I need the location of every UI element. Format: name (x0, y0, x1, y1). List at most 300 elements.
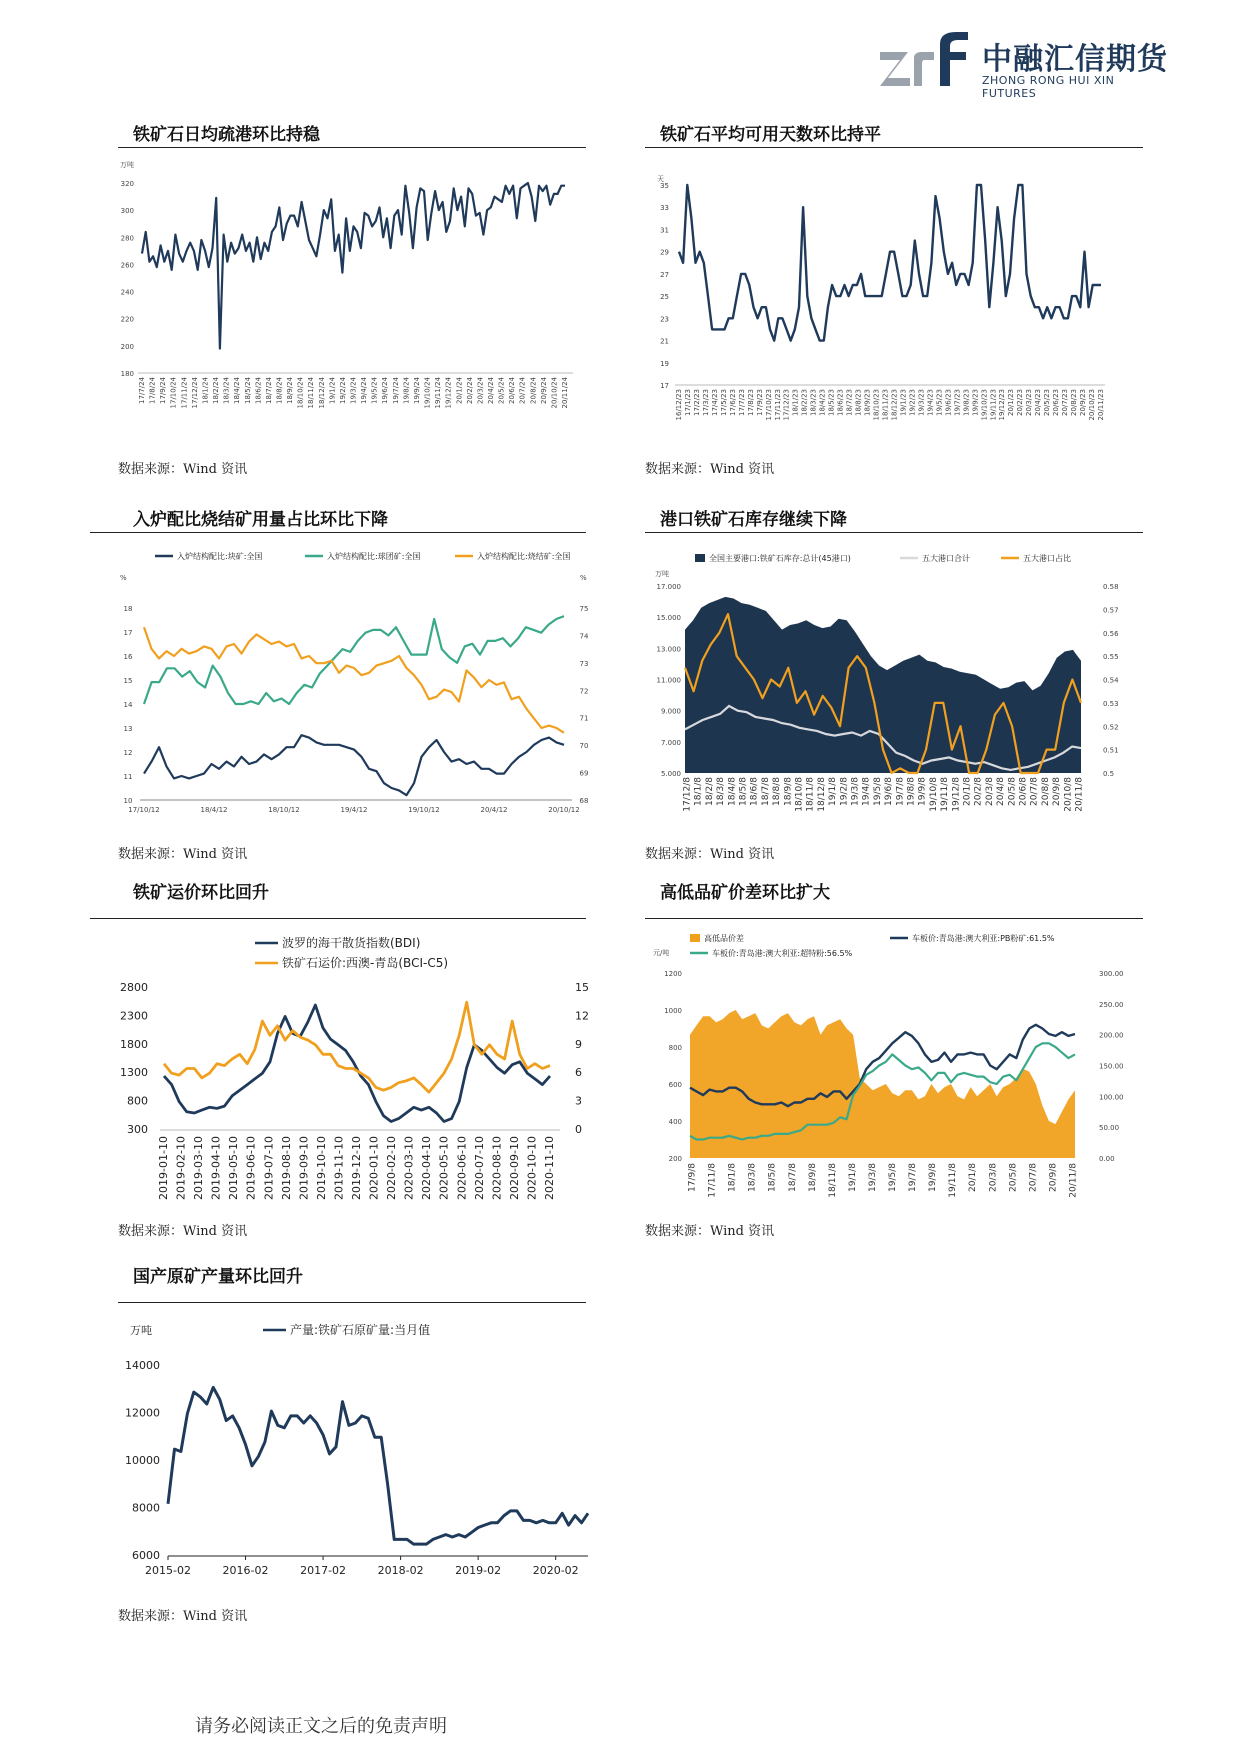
x-tick-label: 20/8/8 (1040, 777, 1051, 806)
x-tick-label: 17/12/8 (682, 777, 693, 812)
series-line (164, 1005, 550, 1122)
y-tick-label: 16 (123, 653, 133, 661)
x-tick-label: 18/4/24 (233, 377, 242, 404)
series-line (142, 183, 565, 349)
legend-label: 五大港口占比 (1023, 554, 1071, 563)
y-tick-label: 27 (660, 270, 669, 279)
brand-name-en: ZHONG RONG HUI XIN FUTURES (982, 74, 1115, 100)
x-tick-label: 2020-09-10 (507, 1136, 521, 1200)
x-tick-label: 17/12/24 (190, 377, 199, 409)
y-tick-label: 18 (123, 605, 133, 613)
y-axis-unit: 元/吨 (653, 949, 670, 957)
x-tick-label: 19/7/24 (391, 377, 400, 404)
y-axis-unit: 万吨 (655, 570, 669, 578)
x-tick-label: 2015-02 (145, 1564, 191, 1577)
x-tick-label: 19/9/8 (928, 1163, 939, 1192)
x-tick-label: 20/3/8 (988, 1163, 999, 1192)
x-tick-label: 19/11/8 (940, 777, 951, 812)
x-tick-label: 2020-01-10 (367, 1136, 381, 1200)
x-tick-label: 20/11/8 (1074, 777, 1085, 812)
panel-title-p1: 铁矿石日均疏港环比持稳 (133, 125, 320, 145)
x-tick-label: 18/3/8 (716, 777, 727, 806)
x-tick-label: 18/9/8 (783, 777, 794, 806)
x-tick-label: 2020-07-10 (472, 1136, 486, 1200)
x-tick-label: 19/8/23 (962, 389, 971, 416)
x-tick-label: 20/10/12 (548, 806, 580, 814)
x-tick-label: 2019-05-10 (227, 1136, 241, 1200)
x-tick-label: 19/8/24 (402, 377, 411, 404)
chart-p6 (645, 925, 1125, 1215)
source-note: 数据来源：Wind 资讯 (118, 1609, 248, 1624)
title-rule (118, 147, 586, 148)
x-tick-label: 20/2/23 (1016, 389, 1025, 416)
series-line (144, 616, 564, 704)
x-tick-label: 19/10/12 (408, 806, 440, 814)
x-tick-label: 19/7/8 (908, 1163, 919, 1192)
x-tick-label: 20/4/23 (1034, 389, 1043, 416)
x-tick-label: 19/6/23 (944, 389, 953, 416)
y-tick-label: 3 (575, 1094, 582, 1108)
x-tick-label: 18/2/24 (212, 377, 221, 404)
x-tick-label: 18/4/12 (200, 806, 228, 814)
y-tick-label: 11 (123, 773, 133, 781)
y-tick-label: 100.00 (1099, 1093, 1124, 1102)
y-tick-label: 8000 (132, 1501, 160, 1515)
y-tick-label: 0.53 (1103, 699, 1119, 708)
x-tick-label: 17/12/23 (782, 389, 791, 421)
x-tick-label: 20/2/8 (973, 777, 984, 806)
x-tick-label: 19/10/23 (980, 389, 989, 421)
x-tick-label: 19/10/8 (928, 777, 939, 812)
x-tick-label: 20/2/24 (465, 377, 474, 404)
x-tick-label: 17/4/23 (710, 389, 719, 416)
x-tick-label: 17/10/23 (764, 389, 773, 421)
y-tick-label: 12 (123, 749, 133, 757)
x-tick-label: 18/5/24 (243, 377, 252, 404)
y-tick-label: 11.000 (656, 676, 681, 685)
panel-title-p5: 铁矿运价环比回升 (133, 883, 269, 903)
y-tick-label: 200 (120, 342, 134, 351)
y-tick-label: 9 (575, 1037, 582, 1051)
x-tick-label: 17/9/24 (159, 377, 168, 404)
y-tick-label: 2800 (120, 981, 148, 994)
x-tick-label: 20/10/8 (1063, 777, 1074, 812)
x-tick-label: 2019-08-10 (279, 1136, 293, 1200)
x-tick-label: 19/2/8 (839, 777, 850, 806)
x-tick-label: 18/12/23 (890, 389, 899, 421)
y-tick-label: 220 (120, 315, 134, 324)
x-tick-label: 19/9/8 (917, 777, 928, 806)
y-tick-label: 35 (660, 182, 669, 190)
panel-title-p7: 国产原矿产量环比回升 (133, 1267, 303, 1287)
x-tick-label: 2020-06-10 (455, 1136, 469, 1200)
x-tick-label: 19/12/24 (444, 377, 453, 409)
x-tick-label: 20/3/24 (476, 377, 485, 404)
y-tick-label: 14 (123, 701, 133, 709)
chart-p3 (110, 538, 590, 818)
legend-label: 全国主要港口:铁矿石库存:总计(45港口) (709, 554, 851, 563)
x-tick-label: 20/10/23 (1088, 389, 1097, 421)
x-tick-label: 2020-08-10 (490, 1136, 504, 1200)
x-tick-label: 20/8/24 (529, 377, 538, 404)
x-tick-label: 20/9/8 (1048, 1163, 1059, 1192)
y-tick-label: 12 (575, 1009, 589, 1023)
x-tick-label: 19/9/24 (412, 377, 421, 404)
x-tick-label: 20/7/8 (1028, 1163, 1039, 1192)
x-tick-label: 2020-04-10 (420, 1136, 434, 1200)
y-tick-label: 71 (579, 714, 589, 723)
title-rule (645, 532, 1143, 533)
panel-title-p3: 入炉配比烧结矿用量占比环比下降 (133, 510, 388, 530)
x-tick-label: 2019-02-10 (174, 1136, 188, 1200)
x-tick-label: 18/10/24 (296, 377, 305, 409)
x-tick-label: 18/4/8 (727, 777, 738, 806)
x-tick-label: 17/10/24 (169, 377, 178, 409)
x-tick-label: 18/11/8 (805, 777, 816, 812)
y-tick-label: 17 (123, 629, 133, 637)
y-tick-label: 68 (579, 797, 589, 805)
x-tick-label: 19/2/24 (338, 377, 347, 404)
x-tick-label: 19/5/8 (888, 1163, 899, 1192)
y-tick-label: 300 (127, 1123, 148, 1136)
x-tick-label: 19/7/23 (953, 389, 962, 416)
x-tick-label: 17/1/23 (683, 389, 692, 416)
x-tick-label: 2019-01-10 (157, 1136, 170, 1200)
x-tick-label: 20/3/8 (984, 777, 995, 806)
y-tick-label: 29 (660, 248, 669, 257)
x-tick-label: 2016-02 (222, 1564, 269, 1577)
x-tick-label: 19/7/8 (895, 777, 906, 806)
y-tick-label: 300.00 (1099, 970, 1124, 978)
source-note: 数据来源：Wind 资讯 (645, 462, 775, 477)
y-tick-label: 0.51 (1103, 746, 1119, 755)
y-tick-label: 12000 (125, 1406, 160, 1420)
x-tick-label: 18/8/8 (772, 777, 783, 806)
x-tick-label: 17/7/23 (737, 389, 746, 416)
y-tick-label: 72 (579, 687, 589, 696)
y-tick-label: 31 (660, 226, 669, 235)
x-tick-label: 17/11/23 (773, 389, 782, 421)
legend-swatch (695, 554, 705, 562)
title-rule (90, 918, 586, 919)
x-tick-label: 18/11/24 (307, 377, 316, 409)
x-tick-label: 17/8/24 (148, 377, 157, 404)
x-tick-label: 18/10/12 (268, 806, 300, 814)
x-tick-label: 19/12/23 (998, 389, 1007, 421)
x-tick-label: 19/3/24 (349, 377, 358, 404)
y-axis-unit-right: % (580, 574, 587, 582)
x-tick-label: 17/8/23 (746, 389, 755, 416)
y-tick-label: 600 (668, 1081, 682, 1089)
x-tick-label: 18/9/8 (807, 1163, 818, 1192)
y-tick-label: 240 (120, 288, 134, 297)
y-tick-label: 0.54 (1103, 676, 1119, 685)
x-tick-label: 17/11/24 (180, 377, 189, 409)
x-tick-label: 18/11/8 (827, 1163, 838, 1198)
x-tick-label: 2019-11-10 (332, 1136, 346, 1200)
x-tick-label: 19/5/23 (935, 389, 944, 416)
x-tick-label: 19/10/24 (423, 377, 432, 409)
y-tick-label: 0.57 (1103, 606, 1119, 615)
x-tick-label: 19/11/24 (434, 377, 443, 409)
x-tick-label: 18/11/23 (881, 389, 890, 421)
x-tick-label: 17/11/8 (707, 1163, 718, 1198)
legend-label: 产量:铁矿石原矿量:当月值 (290, 1323, 431, 1337)
source-note: 数据来源：Wind 资讯 (118, 847, 248, 862)
y-axis-unit: 万吨 (120, 161, 134, 169)
x-tick-label: 16/12/23 (675, 389, 683, 421)
y-tick-label: 7.000 (660, 738, 681, 747)
series-line (144, 735, 564, 795)
x-tick-label: 20/11/23 (1097, 389, 1105, 421)
x-tick-label: 20/1/8 (968, 1163, 979, 1192)
y-tick-label: 15 (123, 677, 133, 685)
legend-label: 入炉结构配比:球团矿:全国 (327, 552, 421, 561)
x-tick-label: 2019-03-10 (192, 1136, 206, 1200)
x-tick-label: 18/1/8 (693, 777, 704, 806)
x-tick-label: 20/10/24 (550, 377, 559, 409)
x-tick-label: 2020-02-10 (385, 1136, 399, 1200)
title-rule (118, 1302, 586, 1303)
x-tick-label: 18/7/8 (787, 1163, 798, 1192)
x-tick-label: 19/4/8 (861, 777, 872, 806)
x-tick-label: 2017-02 (300, 1564, 347, 1577)
y-tick-label: 9.000 (660, 707, 681, 716)
y-tick-label: 73 (579, 659, 589, 668)
x-tick-label: 18/7/23 (845, 389, 854, 416)
y-tick-label: 0.52 (1103, 723, 1119, 732)
series-line (168, 1387, 588, 1544)
y-tick-label: 15.000 (656, 614, 681, 623)
y-tick-label: 0.55 (1103, 653, 1119, 662)
legend-label: 入炉结构配比:块矿:全国 (177, 552, 263, 561)
y-tick-label: 800 (668, 1044, 682, 1052)
y-tick-label: 19 (660, 359, 669, 368)
x-tick-label: 19/11/23 (989, 389, 998, 421)
brand-name-cn: 中融汇信期货 (982, 42, 1168, 77)
x-tick-label: 2019-09-10 (297, 1136, 311, 1200)
y-tick-label: 0.5 (1103, 770, 1115, 778)
x-tick-label: 17/9/23 (755, 389, 764, 416)
legend-label: 铁矿石运价:西澳-青岛(BCI-C5) (282, 956, 449, 970)
y-tick-label: 10000 (125, 1454, 160, 1467)
legend-label: 波罗的海干散货指数(BDI) (282, 936, 421, 950)
source-note: 数据来源：Wind 资讯 (118, 1224, 248, 1239)
y-tick-label: 1800 (120, 1037, 148, 1051)
x-tick-label: 2019-12-10 (350, 1136, 363, 1200)
x-tick-label: 17/7/24 (138, 377, 146, 404)
x-tick-label: 18/2/23 (800, 389, 809, 416)
x-tick-label: 20/4/12 (480, 806, 508, 814)
x-tick-label: 18/4/23 (818, 389, 827, 416)
x-tick-label: 19/3/8 (867, 1163, 878, 1192)
y-tick-label: 13 (123, 725, 133, 733)
x-tick-label: 18/8/23 (854, 389, 863, 416)
x-tick-label: 18/6/23 (836, 389, 845, 416)
y-tick-label: 21 (660, 337, 669, 346)
x-tick-label: 20/8/23 (1070, 389, 1079, 416)
x-tick-label: 19/9/23 (971, 389, 980, 416)
x-tick-label: 18/9/23 (863, 389, 872, 416)
x-tick-label: 20/4/8 (996, 777, 1007, 806)
legend-label: 车板价:青岛港:澳大利亚:PB粉矿:61.5% (912, 934, 1055, 943)
x-tick-label: 18/3/24 (222, 377, 231, 404)
chart-p2 (645, 155, 1125, 435)
x-tick-label: 18/9/24 (286, 377, 295, 404)
y-tick-label: 200 (668, 1155, 682, 1163)
x-tick-label: 19/4/23 (926, 389, 935, 416)
panel-title-p6: 高低品矿价差环比扩大 (660, 883, 830, 903)
y-tick-label: 6 (575, 1066, 582, 1080)
x-tick-label: 19/5/24 (370, 377, 379, 404)
x-tick-label: 19/11/8 (948, 1163, 959, 1198)
chart-p4 (645, 538, 1125, 818)
y-tick-label: 200.00 (1099, 1031, 1124, 1040)
y-tick-label: 1000 (664, 1007, 682, 1015)
x-tick-label: 19/3/8 (850, 777, 861, 806)
y-tick-label: 300 (120, 207, 134, 216)
x-tick-label: 2019-04-10 (209, 1136, 223, 1200)
x-tick-label: 20/5/8 (1008, 1163, 1019, 1192)
y-tick-label: 0.00 (1099, 1155, 1115, 1163)
x-tick-label: 20/6/23 (1052, 389, 1061, 416)
x-tick-label: 18/7/8 (760, 777, 771, 806)
x-tick-label: 20/1/23 (1007, 389, 1016, 416)
y-tick-label: 0.56 (1103, 629, 1119, 638)
title-rule (645, 918, 1143, 919)
x-tick-label: 19/8/8 (906, 777, 917, 806)
x-tick-label: 2019-07-10 (262, 1136, 276, 1200)
legend-label: 五大港口合计 (922, 554, 970, 563)
x-tick-label: 19/1/8 (847, 1163, 858, 1192)
y-tick-label: 25 (660, 293, 669, 302)
y-tick-label: 75 (579, 605, 589, 613)
x-tick-label: 19/1/24 (328, 377, 337, 404)
legend-label: 高低品价差 (704, 934, 744, 943)
series-line (679, 185, 1101, 341)
source-note: 数据来源：Wind 资讯 (118, 462, 248, 477)
x-tick-label: 20/3/23 (1025, 389, 1034, 416)
y-tick-label: 50.00 (1099, 1124, 1120, 1133)
x-tick-label: 17/3/23 (701, 389, 710, 416)
y-axis-unit: 天 (657, 175, 664, 183)
y-tick-label: 250.00 (1099, 1000, 1124, 1009)
x-tick-label: 17/6/23 (728, 389, 737, 416)
x-tick-label: 17/5/23 (719, 389, 728, 416)
y-tick-label: 260 (120, 261, 134, 270)
x-tick-label: 18/5/23 (827, 389, 836, 416)
y-tick-label: 10 (123, 797, 133, 805)
x-tick-label: 19/1/8 (828, 777, 839, 806)
x-tick-label: 20/6/24 (508, 377, 517, 404)
x-tick-label: 20/7/24 (518, 377, 527, 404)
source-note: 数据来源：Wind 资讯 (645, 847, 775, 862)
x-tick-label: 20/5/23 (1043, 389, 1052, 416)
x-tick-label: 2019-10-10 (314, 1136, 328, 1200)
y-tick-label: 6000 (132, 1549, 160, 1562)
y-axis-unit-left: % (120, 574, 127, 582)
y-tick-label: 70 (579, 742, 589, 751)
x-tick-label: 19/5/8 (872, 777, 883, 806)
x-tick-label: 20/7/23 (1061, 389, 1070, 416)
panel-title-p4: 港口铁矿石库存继续下降 (660, 510, 847, 530)
y-tick-label: 2300 (120, 1009, 148, 1023)
x-tick-label: 18/5/8 (767, 1163, 778, 1192)
x-tick-label: 20/7/8 (1029, 777, 1040, 806)
x-tick-label: 18/8/24 (275, 377, 284, 404)
y-tick-label: 800 (127, 1094, 148, 1108)
x-tick-label: 20/9/24 (539, 377, 548, 404)
x-tick-label: 20/5/24 (497, 377, 506, 404)
y-tick-label: 13.000 (656, 645, 681, 654)
x-tick-label: 2018-02 (377, 1564, 424, 1577)
x-tick-label: 2020-11-10 (543, 1136, 556, 1200)
x-tick-label: 20/11/8 (1068, 1163, 1079, 1198)
x-tick-label: 19/4/12 (340, 806, 368, 814)
y-tick-label: 1300 (120, 1066, 148, 1080)
x-tick-label: 17/10/12 (128, 806, 160, 814)
y-tick-label: 14000 (125, 1359, 160, 1372)
y-tick-label: 1200 (664, 970, 682, 978)
series-line (164, 1002, 550, 1092)
y-tick-label: 33 (660, 204, 669, 213)
title-rule (645, 147, 1143, 148)
x-tick-label: 18/1/8 (727, 1163, 738, 1192)
title-rule (90, 532, 586, 533)
y-axis-unit: 万吨 (130, 1324, 152, 1337)
x-tick-label: 20/11/24 (561, 377, 569, 409)
brand-logo (880, 30, 1170, 100)
x-tick-label: 20/4/24 (486, 377, 495, 404)
y-tick-label: 74 (579, 632, 589, 641)
source-note: 数据来源：Wind 资讯 (645, 1224, 775, 1239)
x-tick-label: 19/2/23 (908, 389, 917, 416)
y-tick-label: 400 (668, 1118, 682, 1126)
x-tick-label: 17/9/8 (687, 1163, 698, 1192)
legend-label: 车板价:青岛港:澳大利亚:超特粉:56.5% (712, 949, 853, 958)
x-tick-label: 18/12/24 (317, 377, 326, 409)
y-tick-label: 17 (660, 382, 669, 390)
x-tick-label: 20/1/8 (962, 777, 973, 806)
x-tick-label: 18/6/24 (254, 377, 263, 404)
x-tick-label: 18/10/8 (794, 777, 805, 812)
x-tick-label: 18/1/24 (201, 377, 210, 404)
x-tick-label: 2020-05-10 (437, 1136, 451, 1200)
x-tick-label: 19/6/8 (884, 777, 895, 806)
x-tick-label: 18/6/8 (749, 777, 760, 806)
x-tick-label: 18/2/8 (704, 777, 715, 806)
y-tick-label: 180 (120, 370, 134, 378)
x-tick-label: 2020-03-10 (402, 1136, 416, 1200)
x-tick-label: 18/3/23 (809, 389, 818, 416)
x-tick-label: 18/12/8 (816, 777, 827, 812)
y-tick-label: 5.000 (660, 770, 681, 778)
y-tick-label: 150.00 (1099, 1062, 1124, 1071)
x-tick-label: 18/1/23 (791, 389, 800, 416)
y-tick-label: 0.58 (1103, 583, 1119, 591)
disclaimer-footer: 请务必阅读正文之后的免责声明 (195, 1716, 447, 1737)
x-tick-label: 19/6/24 (381, 377, 390, 404)
x-tick-label: 18/7/24 (264, 377, 273, 404)
x-tick-label: 19/4/24 (360, 377, 369, 404)
x-tick-label: 2019-02 (455, 1564, 502, 1577)
x-tick-label: 18/3/8 (747, 1163, 758, 1192)
y-tick-label: 23 (660, 315, 669, 324)
x-tick-label: 18/10/23 (872, 389, 881, 421)
series-area (690, 1010, 1075, 1158)
x-tick-label: 18/5/8 (738, 777, 749, 806)
y-tick-label: 0 (575, 1123, 582, 1136)
